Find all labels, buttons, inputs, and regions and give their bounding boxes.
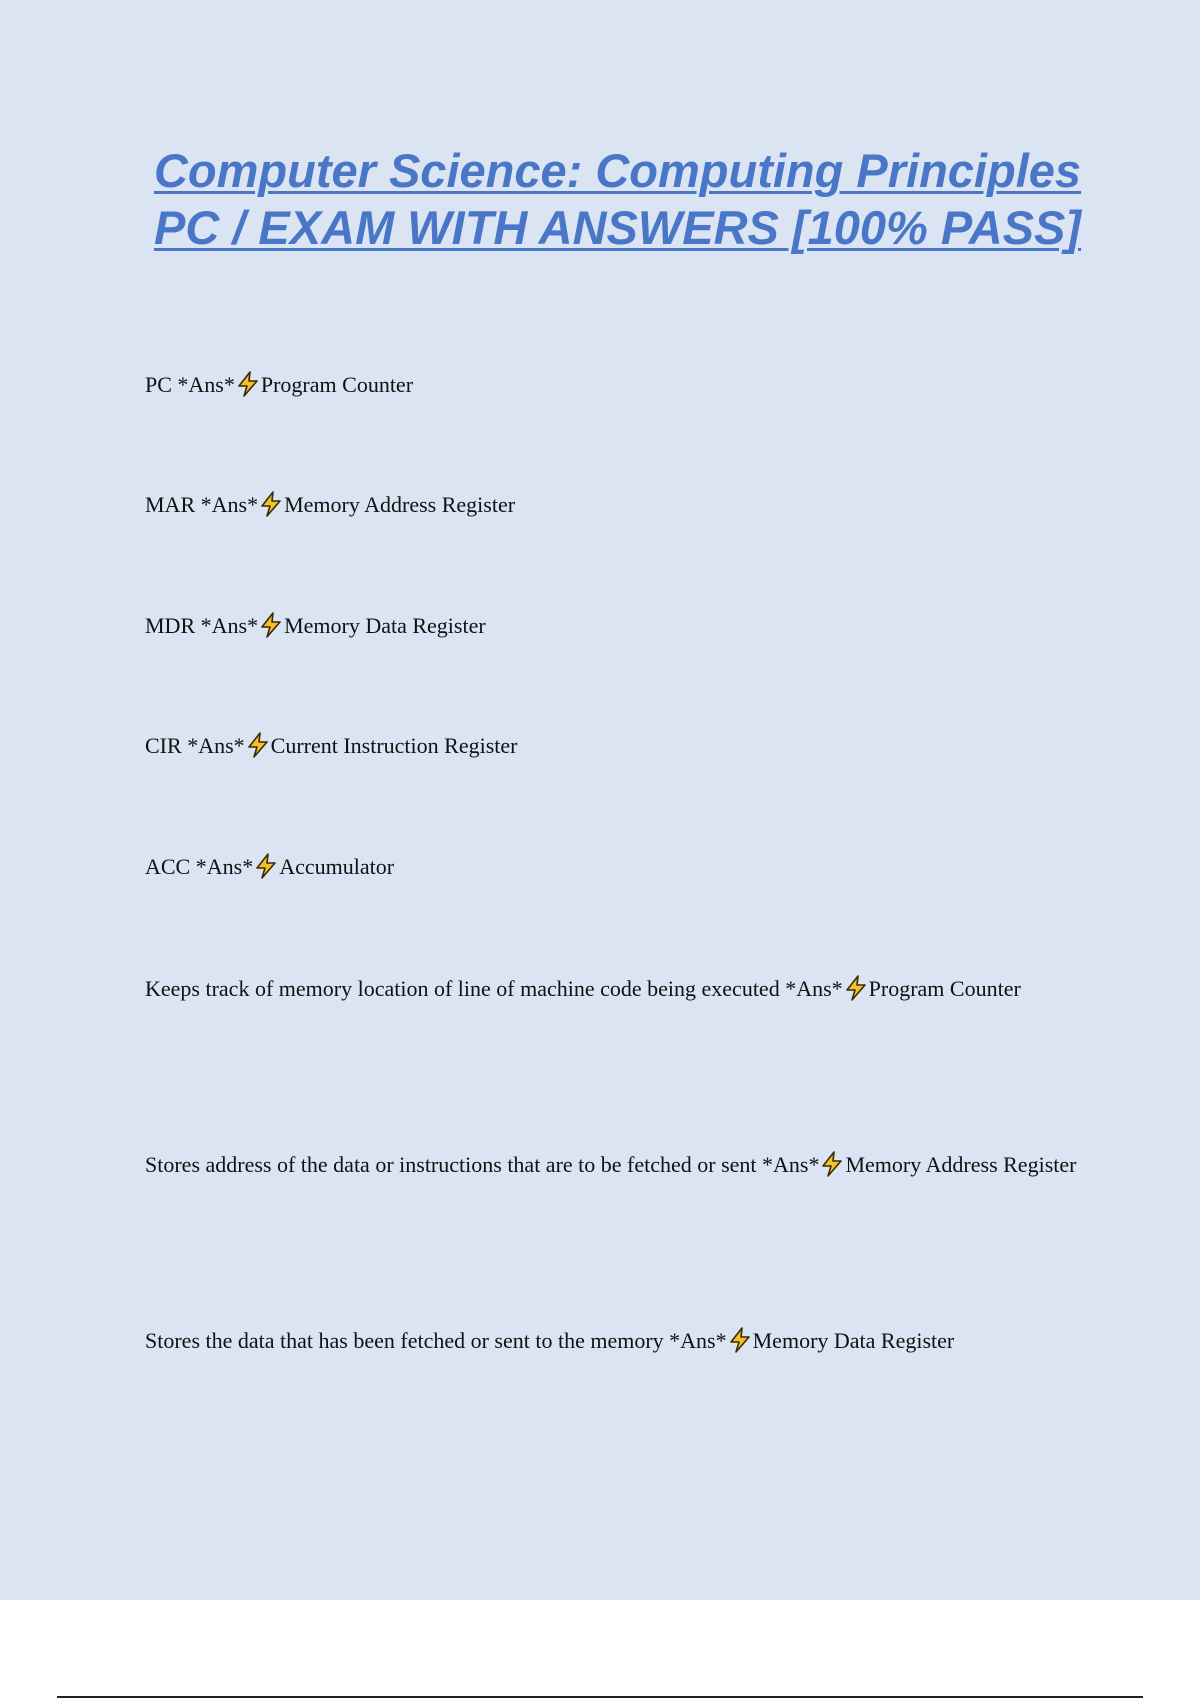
question-text: ACC: [145, 854, 191, 879]
title-block: [140, 142, 1095, 256]
answer-text: Memory Data Register: [284, 613, 486, 638]
answer-text: Program Counter: [260, 372, 414, 397]
footer-divider: [57, 1696, 1143, 1698]
answer-marker: *Ans*: [785, 976, 843, 1001]
answer-marker: *Ans*: [177, 372, 235, 397]
answer-marker: *Ans*: [187, 733, 245, 758]
lightning-bolt-icon: [820, 1151, 844, 1177]
qa-item: [145, 958, 1105, 1019]
answer-text: Memory Address Register: [284, 492, 516, 517]
question-text: PC: [145, 372, 172, 397]
qa-item: [145, 1310, 1105, 1371]
qa-item: [145, 595, 1105, 656]
answer-marker: *Ans*: [762, 1152, 820, 1177]
answer-marker: *Ans*: [200, 613, 259, 638]
qa-item: [145, 836, 1105, 897]
answer-text: Memory Address Register: [845, 1152, 1077, 1177]
lightning-bolt-icon: [236, 371, 260, 397]
qa-item: [145, 715, 1105, 776]
qa-item: [145, 354, 1105, 415]
question-text: Stores address of the data or instructions that are to be fetched or sent: [145, 1152, 757, 1177]
question-text: MDR: [145, 613, 196, 638]
answer-text: Memory Data Register: [752, 1328, 955, 1353]
lightning-bolt-icon: [259, 491, 283, 517]
question-text: Stores the data that has been fetched or sent to the memory: [145, 1328, 664, 1353]
answer-text: Accumulator: [279, 854, 395, 879]
answer-marker: *Ans*: [669, 1328, 727, 1353]
question-text: MAR: [145, 492, 196, 517]
answer-text: Current Instruction Register: [270, 733, 518, 758]
question-text: Keeps track of memory location of line of machine code being executed: [145, 976, 780, 1001]
lightning-bolt-icon: [246, 732, 270, 758]
qa-item: [145, 1134, 1105, 1195]
answer-marker: *Ans*: [200, 492, 259, 517]
qa-item: [145, 474, 1105, 535]
document-title: Computer Science: Computing Principles PC / EXAM WITH ANSWERS [100% PASS]: [153, 144, 1082, 254]
question-text: CIR: [145, 733, 182, 758]
answer-marker: *Ans*: [195, 854, 254, 879]
answer-text: Program Counter: [868, 976, 1021, 1001]
lightning-bolt-icon: [728, 1327, 752, 1353]
lightning-bolt-icon: [844, 975, 868, 1001]
lightning-bolt-icon: [259, 612, 283, 638]
lightning-bolt-icon: [254, 853, 278, 879]
